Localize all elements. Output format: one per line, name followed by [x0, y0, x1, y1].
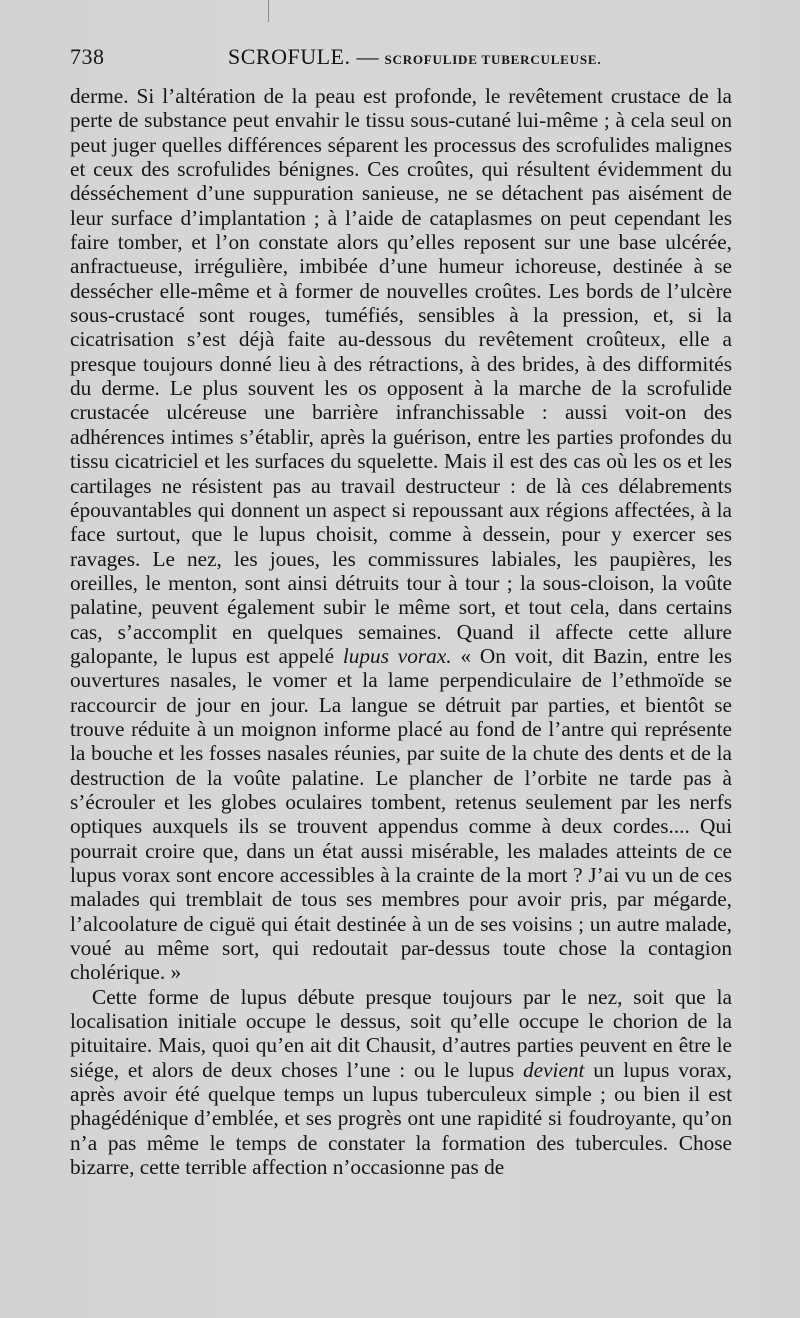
running-title-subtitle: SCROFULIDE TUBERCULEUSE.	[384, 52, 602, 67]
paragraph-2-text-b: un lupus vorax, après avoir été quelque temps un lupus tuberculeux simple ; ou bien il est phagédénique d’emblée, et ses progrès ont une rapidité si foudroyante, qu’on n’a pas même le temps de constater la formation des tubercules. Chose bizarre, cette terrible affection n’occasionne pas de	[70, 1057, 733, 1180]
page-edge-mark	[268, 0, 269, 22]
running-head	[70, 44, 730, 74]
running-title-separator: —	[356, 44, 379, 69]
paragraph-2-italic-term: devient	[522, 1057, 585, 1082]
page-number: 738	[70, 44, 105, 69]
paragraph-1-text-a: derme. Si l’altération de la peau est profonde, le revêtement crustace de la perte de substance peut envahir le tissu sous-cutané lui-même ; à cela seul on peut juger quelles différences séparent les processus des scrofulides malignes et ceux des scrofulides bénignes. Ces croûtes, qui résultent évidemment du désséchement d’une suppuration sanieuse, ne se détachent pas aisément de leur surface d’implantation ; à l’aide de cataplasmes on peut cependant les faire tomber, et l’on constate alors qu’elles reposent sur une base ulcérée, anfractueuse, irrégulière, imbibée d’une humeur ichoreuse, destinée à se dessécher elle-même et à former de nouvelles croûtes. Les bords de l’ulcère sous-crustacé sont rouges, tuméfiés, sensibles à la pression, et, si la cicatrisation s’est déjà faite au-dessous du revêtement croûteux, elle a presque toujours donné lieu à des rétractions, à des brides, à des difformités du derme. Le plus souvent les os opposent à la marche de la scrofulide crustacée ulcéreuse une barrière infranchissable : aussi voit-on des adhérences intimes s’établir, après la guérison, entre les parties profondes du tissu cicatriciel et les surfaces du squelette. Mais il est des cas où les os et les cartilages ne résistent pas au travail destructeur : de là ces délabrements épouvantables qui donnent un aspect si repoussant aux régions affectées, à la face surtout, que le lupus choisit, comme à dessein, pour y exercer ses ravages. Le nez, les joues, les commissures labiales, les paupières, les oreilles, le menton, sont ainsi détruits tour à tour ; la sous-cloison, la voûte palatine, peuvent également subir le même sort, et tout cela, dans certains cas, s’accomplit en quelques semaines. Quand il affecte cette allure galopante, le lupus est appelé	[70, 84, 732, 668]
paragraph-1	[70, 84, 732, 985]
paragraph-2	[70, 985, 732, 1180]
paragraph-1-text-b: « On voit, dit Bazin, entre les ouvertures nasales, le vomer et la lame perpendiculaire de l’ethmoïde se raccourcir de jour en jour. La langue se détruit par parties, et bientôt se trouve réduite à un moignon informe placé au fond de l’antre qui représente la bouche et les fosses nasales réunies, par suite de la chute des dents et de la destruction de la voûte palatine. Le plancher de l’orbite ne tarde pas à s’écrouler et les globes oculaires tombent, retenus seulement par les nerfs optiques auxquels ils se trouvent appendus comme à deux cordes.... Qui pourrait croire que, dans un état aussi misérable, les malades atteints de ce lupus vorax sont encore accessibles à la crainte de la mort ? J’ai vu un de ces malades qui tremblait de tous ses membres pour avoir pris, par mégarde, l’alcoolature de ciguë qui était destinée à un de ses voisins ; un autre malade, voué au même sort, qui redoutait par-dessus toute chose la contagion cholérique. »	[70, 643, 733, 985]
paragraph-2-text-a: Cette forme de lupus débute presque toujours par le nez, soit que la localisation initiale occupe le dessus, soit qu’elle occupe le chorion de la pituitaire. Mais, quoi qu’en ait dit Chausit, d’autres parties peuvent en être le siége, et alors de deux choses l’une : ou le lupus	[70, 984, 732, 1082]
paragraph-1-italic-term: lupus vorax.	[342, 643, 452, 668]
body-text	[70, 84, 732, 1179]
running-title	[228, 44, 601, 70]
running-title-main: SCROFULE.	[228, 44, 351, 69]
